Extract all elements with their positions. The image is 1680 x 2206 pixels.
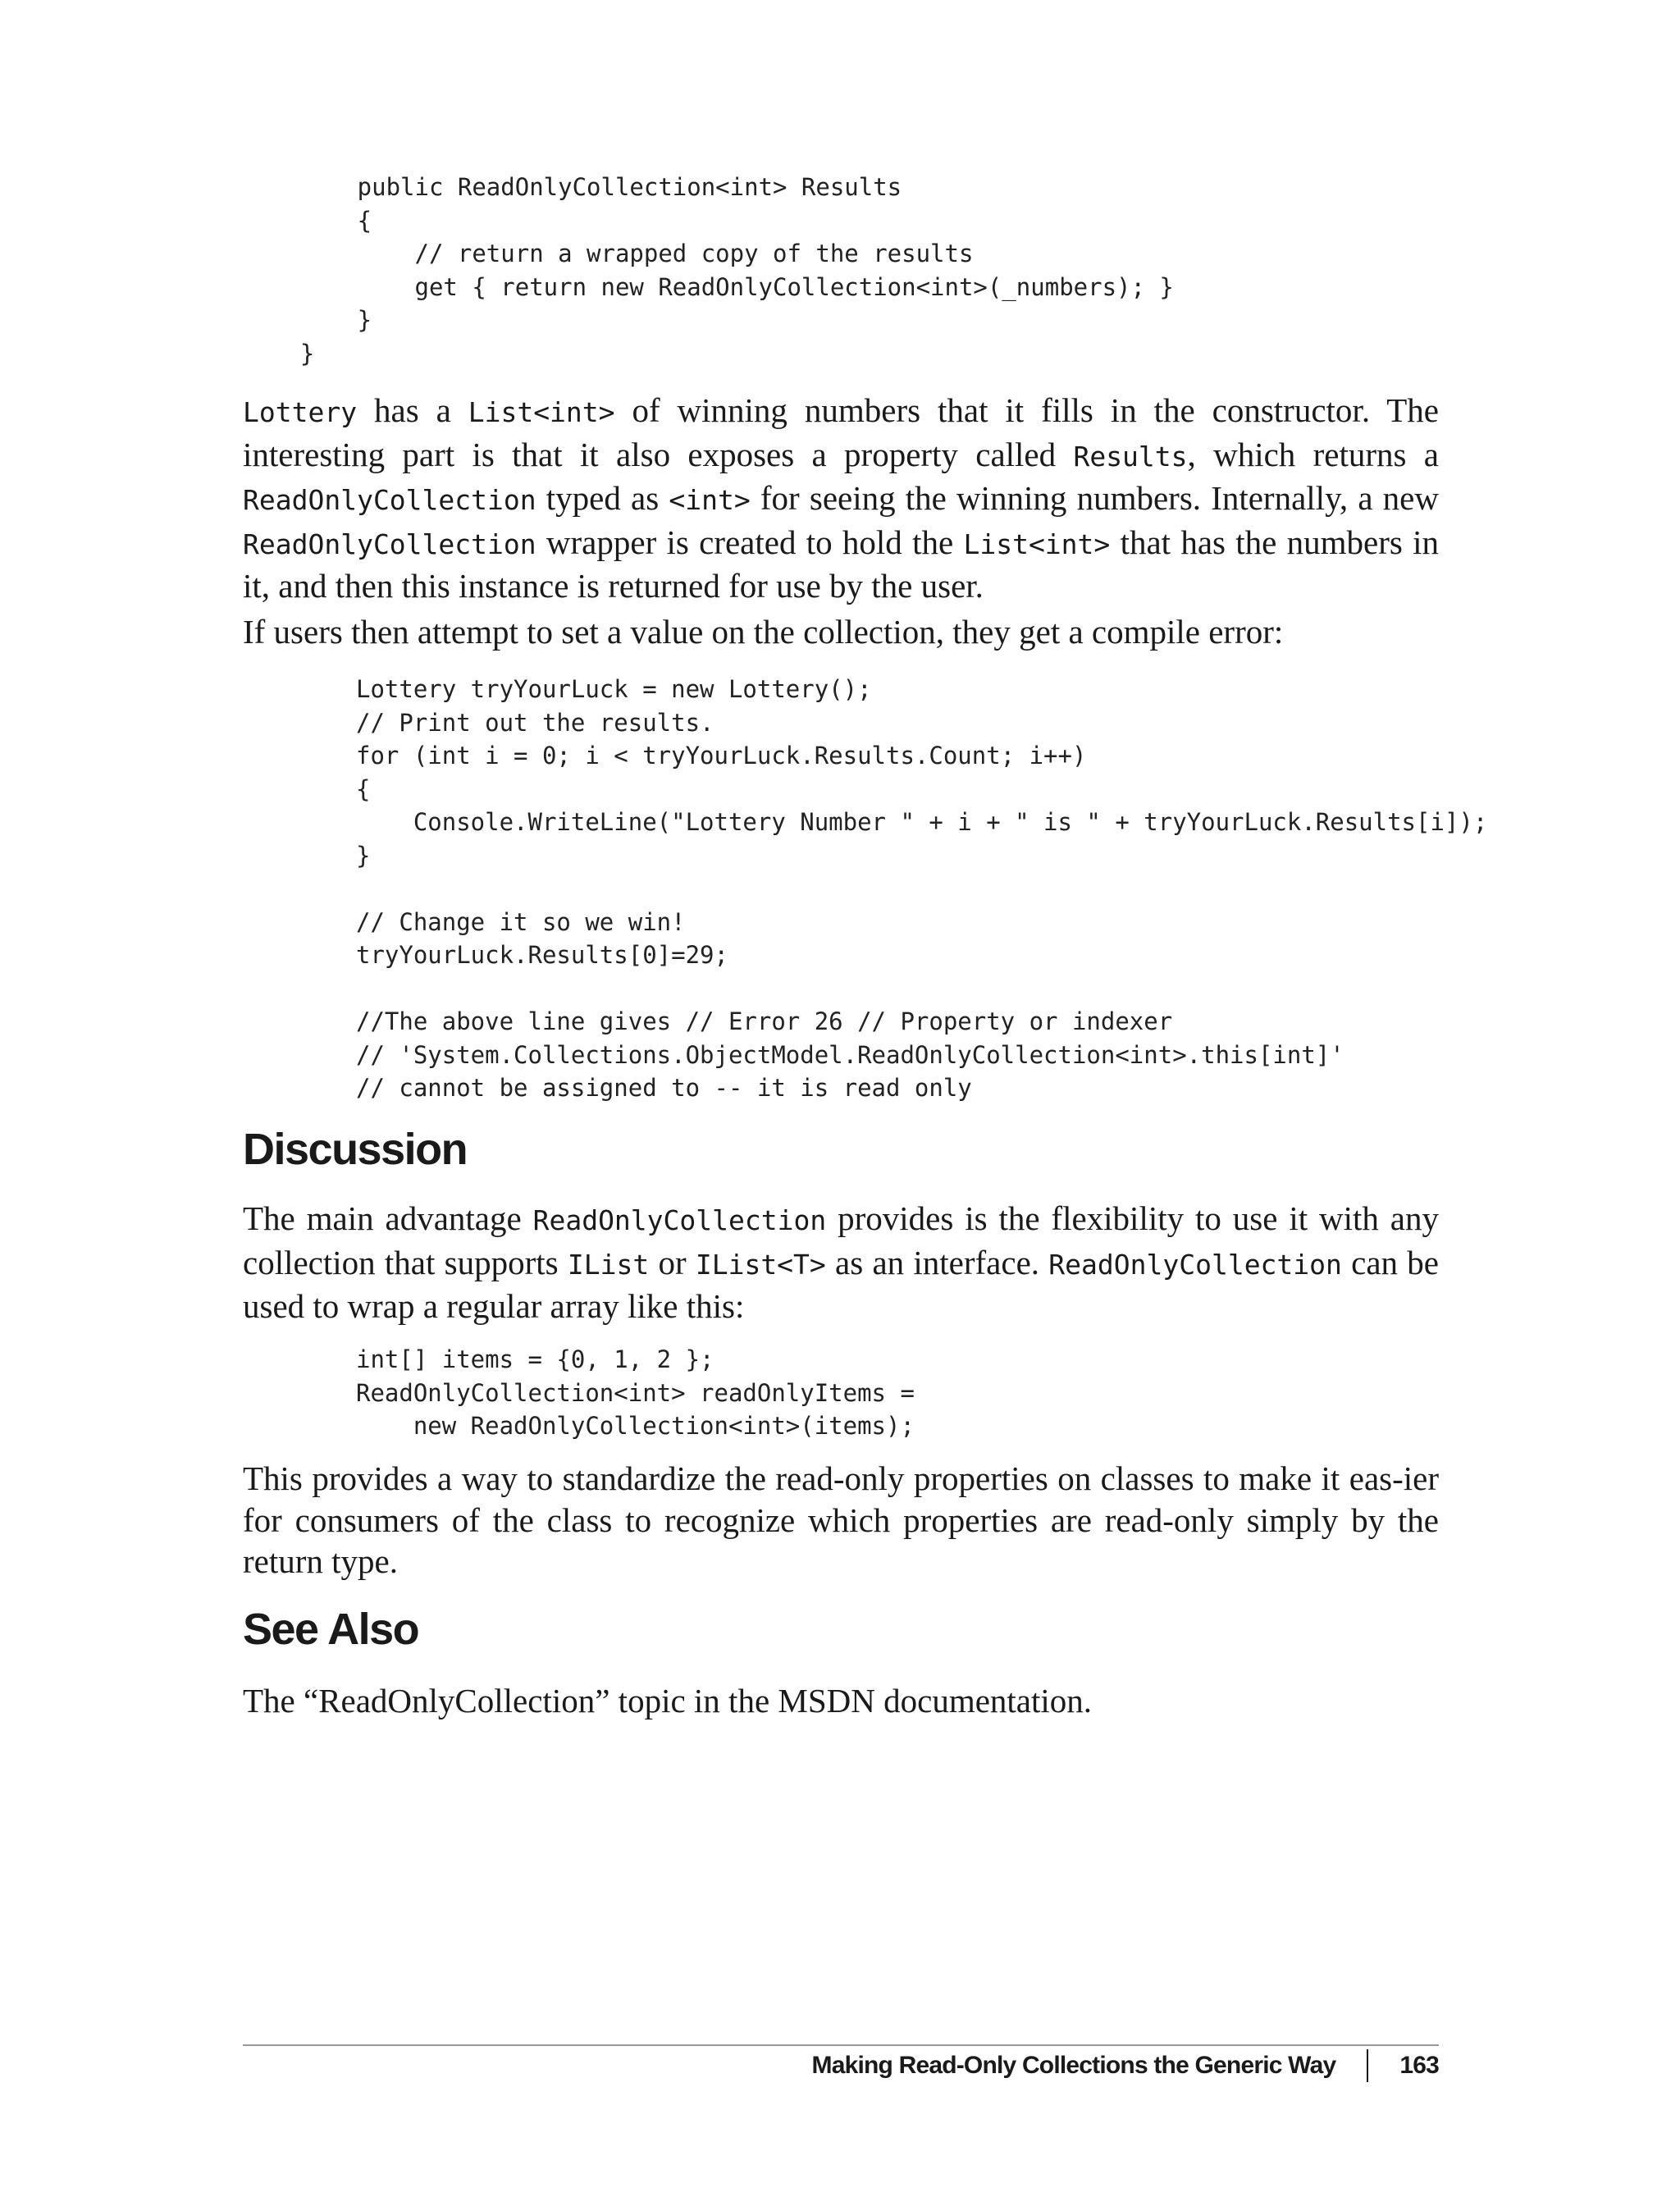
text-run: that has the numbers in it, and then this instance is returned for use by the user. — [243, 523, 1439, 605]
text-run: for seeing the winning numbers. Internally, a new — [750, 479, 1439, 517]
footer-rule — [243, 2044, 1439, 2046]
text-run: as an interface. — [825, 1243, 1049, 1281]
footer-section-title: Making Read-Only Collections the Generic Way — [811, 2052, 1336, 2079]
text-run: provides is the flexibility to use it with any collection that supports — [243, 1199, 1440, 1281]
inline-code: ReadOnlyCollection — [243, 484, 536, 516]
inline-code: Results — [1073, 440, 1188, 473]
section-heading-discussion: Discussion — [243, 1125, 468, 1174]
inline-code: ReadOnlyCollection — [1048, 1248, 1342, 1281]
paragraph-compile-error-intro: If users then attempt to set a value on the collection, they get a compile error: — [243, 613, 1284, 651]
text-run: can be used to wrap a regular array like this: — [243, 1243, 1439, 1325]
inline-code: ReadOnlyCollection — [243, 528, 536, 560]
inline-code: <int> — [669, 484, 751, 516]
text-run: , which returns a — [1187, 435, 1439, 473]
text-run: typed as — [536, 479, 669, 517]
inline-code: ReadOnlyCollection — [532, 1204, 827, 1236]
inline-code: List<int> — [468, 396, 615, 428]
text-run: has a — [357, 391, 468, 429]
inline-code: List<int> — [963, 528, 1111, 560]
paragraph-discussion — [243, 1198, 1439, 1327]
text-run: of winning numbers that it fills in the constructor. The interesting part is that it also exposes a property called — [243, 391, 1439, 473]
text-run: or — [649, 1243, 696, 1281]
paragraph-standardize: This provides a way to standardize the read-only properties on classes to make it eas-ier for consumers of the class to recognize which properties are read-only simply by the return type. — [243, 1459, 1439, 1580]
text-run: The main advantage — [243, 1199, 533, 1237]
paragraph-see-also: The “ReadOnlyCollection” topic in the MSDN documentation. — [243, 1682, 1093, 1720]
paragraph-lottery-explanation — [243, 390, 1439, 607]
footer-separator — [1367, 2049, 1368, 2082]
code-block-array-wrap: int[] items = {0, 1, 2 }; ReadOnlyCollection<int> readOnlyItems = new ReadOnlyCollection<int>(items); — [356, 1345, 915, 1440]
inline-code: IList<T> — [695, 1248, 826, 1281]
page-footer — [812, 2049, 1440, 2082]
section-heading-see-also: See Also — [243, 1605, 419, 1654]
inline-code: IList — [567, 1248, 650, 1281]
text-run: wrapper is created to hold the — [536, 523, 964, 561]
code-block-lottery-usage: Lottery tryYourLuck = new Lottery(); // Print out the results. for (int i = 0; i < tryYourLuck.Results.Count; i++) { Console.WriteLine("Lottery Number " + i + " is " + tryYourLuck.Results[i]); } // Change it so we win! tryYourLuck.Results[0]=29; //The above line gives // Error 26 // Property or indexer // 'System.Collections.ObjectModel.ReadOnlyCollection<int>.this[int]' // cannot be assigned to -- it is read only — [356, 675, 1488, 1102]
inline-code: Lottery — [243, 396, 358, 428]
page-number: 163 — [1399, 2052, 1439, 2079]
code-block-results-property: public ReadOnlyCollection<int> Results { // return a wrapped copy of the results get { return new ReadOnlyCollection<int>(_numbers); } } } — [299, 173, 1174, 368]
